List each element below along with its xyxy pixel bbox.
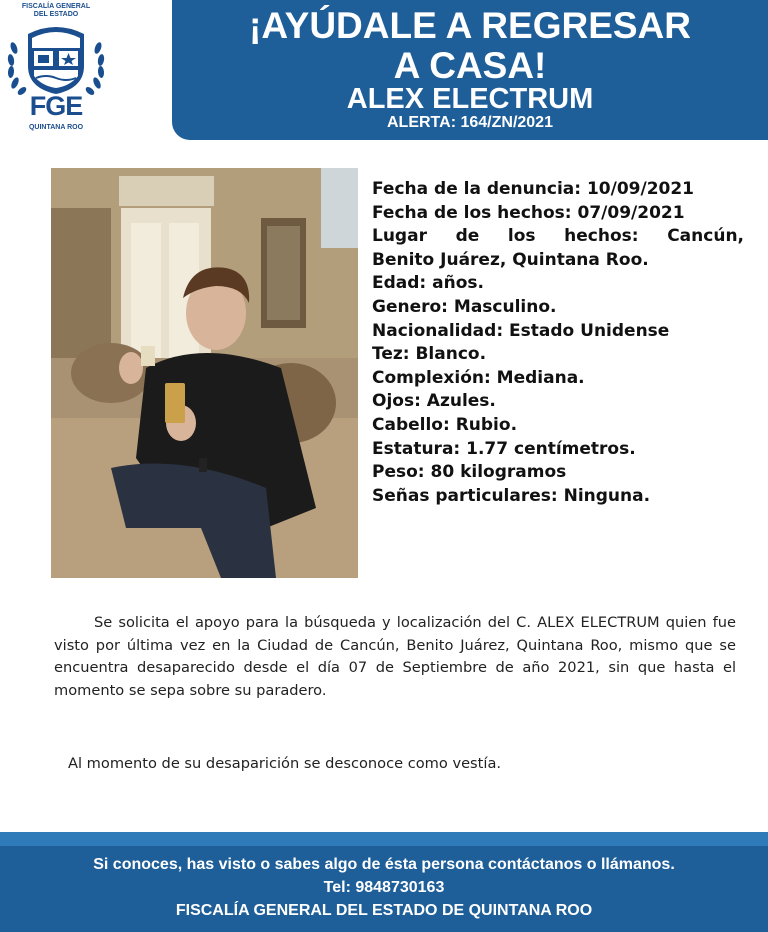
- headline-line1: ¡AYÚDALE A REGRESAR: [249, 5, 691, 46]
- missing-person-photo: [51, 168, 358, 578]
- fecha-denuncia: Fecha de la denuncia: 10/09/2021: [372, 179, 695, 199]
- tez: Tez: Blanco.: [372, 344, 487, 365]
- logo-top-line2: DEL ESTADO: [33, 11, 79, 18]
- headline-line2: A CASA!: [393, 45, 547, 86]
- estatura: Estatura: 1.77 centímetros.: [372, 438, 636, 459]
- peso: Peso: 80 kilogramos: [372, 462, 567, 483]
- lugar-hechos-line2: Benito Juárez, Quintana Roo.: [372, 249, 649, 270]
- shield-emblem-icon: [0, 18, 112, 98]
- fge-logo: [0, 0, 150, 142]
- clothing-note: Al momento de su desaparición se desconoce como vestía.: [68, 755, 502, 772]
- alert-number: ALERTA: 164/ZN/2021: [387, 114, 553, 131]
- footer-contact-request: Si conoces, has visto o sabes algo de ésta persona contáctanos o llámanos.: [93, 856, 675, 873]
- header-banner: [172, 0, 768, 140]
- lugar-hechos-line1: Lugar de los hechos: Cancún,: [372, 226, 744, 247]
- cabello: Cabello: Rubio.: [372, 414, 518, 435]
- fecha-hechos: Fecha de los hechos: 07/09/2021: [372, 202, 685, 223]
- ojos: Ojos: Azules.: [372, 391, 496, 412]
- footer-stripe: [0, 832, 768, 846]
- logo-top-line1: FISCALÍA GENERAL: [21, 3, 91, 10]
- logo-state: QUINTANA ROO: [28, 124, 84, 131]
- senas-particulares: Señas particulares: Ninguna.: [372, 485, 651, 506]
- person-photo-illustration: [51, 168, 358, 578]
- footer-agency: FISCALÍA GENERAL DEL ESTADO DE QUINTANA ROO: [175, 902, 593, 919]
- footer-phone: Tel: 9848730163: [323, 879, 445, 896]
- logo-acronym: FGE: [29, 91, 83, 121]
- nacionalidad: Nacionalidad: Estado Unidense: [372, 320, 670, 341]
- person-name: ALEX ELECTRUM: [346, 83, 594, 115]
- complexion: Complexión: Mediana.: [372, 367, 585, 388]
- genero: Genero: Masculino.: [372, 296, 557, 317]
- search-request-paragraph: Se solicita el apoyo para la búsqueda y localización del C. ALEX ELECTRUM quien fue visto por última vez en la Ciudad de Cancún, Benito Juárez, Quintana Roo, mismo que se encuentra desaparecido desde el día 07 de Septiembre de año 2021, sin que hasta el momento se sepa sobre su paradero.: [54, 614, 736, 699]
- person-details: [372, 178, 744, 508]
- edad: Edad: años.: [372, 273, 484, 294]
